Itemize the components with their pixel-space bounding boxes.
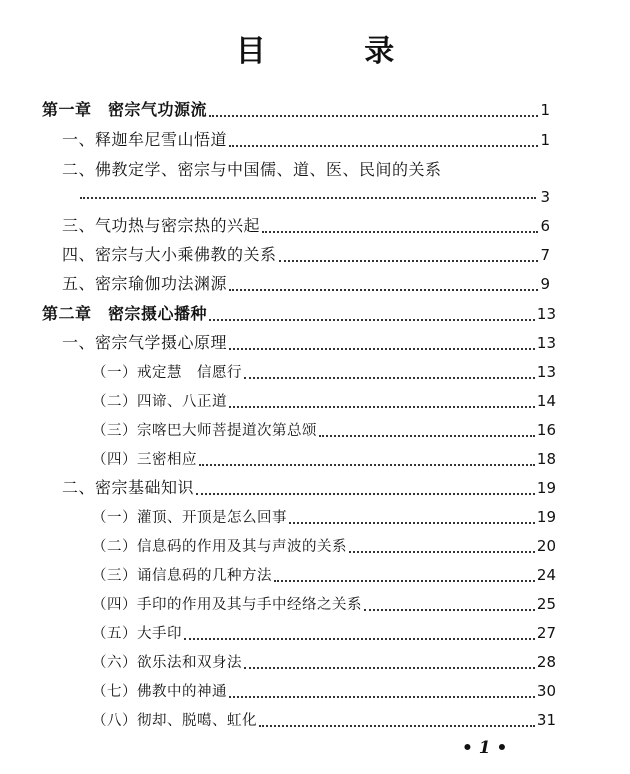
toc-entry-label: （一）戒定慧 信愿行 bbox=[92, 365, 242, 381]
toc-entry-page: 16 bbox=[536, 421, 556, 439]
toc-entry-page: 18 bbox=[536, 450, 556, 468]
toc-entry-label: 第二章 密宗摄心播种 bbox=[42, 304, 208, 323]
toc-entry-label: 一、密宗气学摄心原理 bbox=[62, 333, 228, 352]
toc-entry-page: 19 bbox=[536, 479, 556, 497]
leader-dots bbox=[196, 492, 535, 495]
toc-entry-page: 13 bbox=[536, 305, 556, 323]
leader-dots bbox=[289, 521, 535, 524]
toc-entry[interactable] bbox=[92, 710, 556, 732]
leader-dots bbox=[199, 463, 535, 466]
leader-dots bbox=[80, 196, 536, 199]
toc-entry-label: 五、密宗瑜伽功法渊源 bbox=[62, 274, 228, 293]
toc-entry-label: （三）诵信息码的几种方法 bbox=[92, 568, 272, 584]
leader-dots bbox=[229, 405, 535, 408]
leader-dots bbox=[279, 259, 539, 262]
leader-dots bbox=[229, 144, 538, 147]
toc-entry-label: （二）信息码的作用及其与声波的关系 bbox=[92, 539, 347, 555]
toc-entry-page: 1 bbox=[540, 131, 550, 149]
toc-entry-page: 13 bbox=[536, 334, 556, 352]
leader-dots bbox=[229, 288, 538, 291]
toc-entry-label: 二、佛教定学、密宗与中国儒、道、医、民间的关系 bbox=[62, 160, 442, 179]
toc-entry-label: （七）佛教中的神通 bbox=[92, 684, 227, 700]
toc-entry[interactable] bbox=[92, 623, 556, 645]
leader-dots bbox=[259, 724, 535, 727]
toc-entry[interactable] bbox=[62, 274, 550, 296]
page-title: 目 录 bbox=[235, 34, 439, 69]
leader-dots bbox=[229, 695, 535, 698]
toc-entry[interactable] bbox=[62, 160, 550, 182]
toc-entry-page: 7 bbox=[540, 246, 550, 264]
toc-entry[interactable] bbox=[42, 100, 550, 122]
toc-entry-page: 9 bbox=[540, 275, 550, 293]
toc-entry-label: 一、释迦牟尼雪山悟道 bbox=[62, 130, 228, 149]
toc-entry[interactable] bbox=[62, 216, 550, 238]
toc-entry-page: 27 bbox=[536, 624, 556, 642]
toc-entry-page: 28 bbox=[536, 653, 556, 671]
toc-entry[interactable] bbox=[62, 245, 550, 267]
leader-dots bbox=[244, 376, 535, 379]
toc-entry-label: （六）欲乐法和双身法 bbox=[92, 655, 242, 671]
toc-entry-page: 14 bbox=[536, 392, 556, 410]
toc-entry[interactable] bbox=[42, 304, 556, 326]
leader-dots bbox=[262, 230, 538, 233]
toc-entry-page: 20 bbox=[536, 537, 556, 555]
toc-entry[interactable] bbox=[62, 478, 556, 500]
toc-entry-page: 6 bbox=[540, 217, 550, 235]
leader-dots bbox=[349, 550, 535, 553]
toc-entry-page: 31 bbox=[536, 711, 556, 729]
toc-entry-page: 30 bbox=[536, 682, 556, 700]
toc-entry-page: 24 bbox=[536, 566, 556, 584]
toc-entry-label: （二）四谛、八正道 bbox=[92, 394, 227, 410]
leader-dots bbox=[209, 114, 538, 117]
toc-entry-page: 13 bbox=[536, 363, 556, 381]
toc-entry[interactable] bbox=[62, 333, 556, 355]
toc-entry-page: 25 bbox=[536, 595, 556, 613]
toc-entry[interactable] bbox=[62, 130, 550, 152]
leader-dots bbox=[229, 347, 535, 350]
toc-entry[interactable] bbox=[92, 507, 556, 529]
leader-dots bbox=[244, 666, 535, 669]
toc-entry[interactable] bbox=[92, 362, 556, 384]
toc-entry-page: 3 bbox=[540, 188, 550, 206]
toc-entry-label: （一）灌顶、开顶是怎么回事 bbox=[92, 510, 287, 526]
leader-dots bbox=[274, 579, 535, 582]
toc-entry-label: 二、密宗基础知识 bbox=[62, 478, 195, 497]
leader-dots bbox=[364, 608, 535, 611]
toc-entry-continuation[interactable] bbox=[80, 186, 550, 208]
leader-dots bbox=[184, 637, 535, 640]
toc-entry[interactable] bbox=[92, 449, 556, 471]
leader-dots bbox=[209, 318, 535, 321]
toc-entry-label: （五）大手印 bbox=[92, 626, 182, 642]
leader-dots bbox=[319, 434, 535, 437]
toc-entry-label: 四、密宗与大小乘佛教的关系 bbox=[62, 245, 277, 264]
toc-entry[interactable] bbox=[92, 420, 556, 442]
toc-entry-label: 三、气功热与密宗热的兴起 bbox=[62, 216, 261, 235]
toc-entry[interactable] bbox=[92, 391, 556, 413]
toc-entry-label: （四）三密相应 bbox=[92, 452, 197, 468]
page-number: • 1 • bbox=[462, 738, 508, 758]
toc-entry[interactable] bbox=[92, 536, 556, 558]
toc-entry[interactable] bbox=[92, 565, 556, 587]
toc-entry-label: （四）手印的作用及其与手中经络之关系 bbox=[92, 597, 362, 613]
toc-entry-label: 第一章 密宗气功源流 bbox=[42, 100, 208, 119]
toc-entry-page: 1 bbox=[540, 101, 550, 119]
toc-entry-page: 19 bbox=[536, 508, 556, 526]
toc-entry[interactable] bbox=[92, 681, 556, 703]
toc-entry-label: （三）宗喀巴大师菩提道次第总颂 bbox=[92, 423, 317, 439]
toc-entry[interactable] bbox=[92, 652, 556, 674]
toc-entry-label: （八）彻却、脱噶、虹化 bbox=[92, 713, 257, 729]
toc-entry[interactable] bbox=[92, 594, 556, 616]
